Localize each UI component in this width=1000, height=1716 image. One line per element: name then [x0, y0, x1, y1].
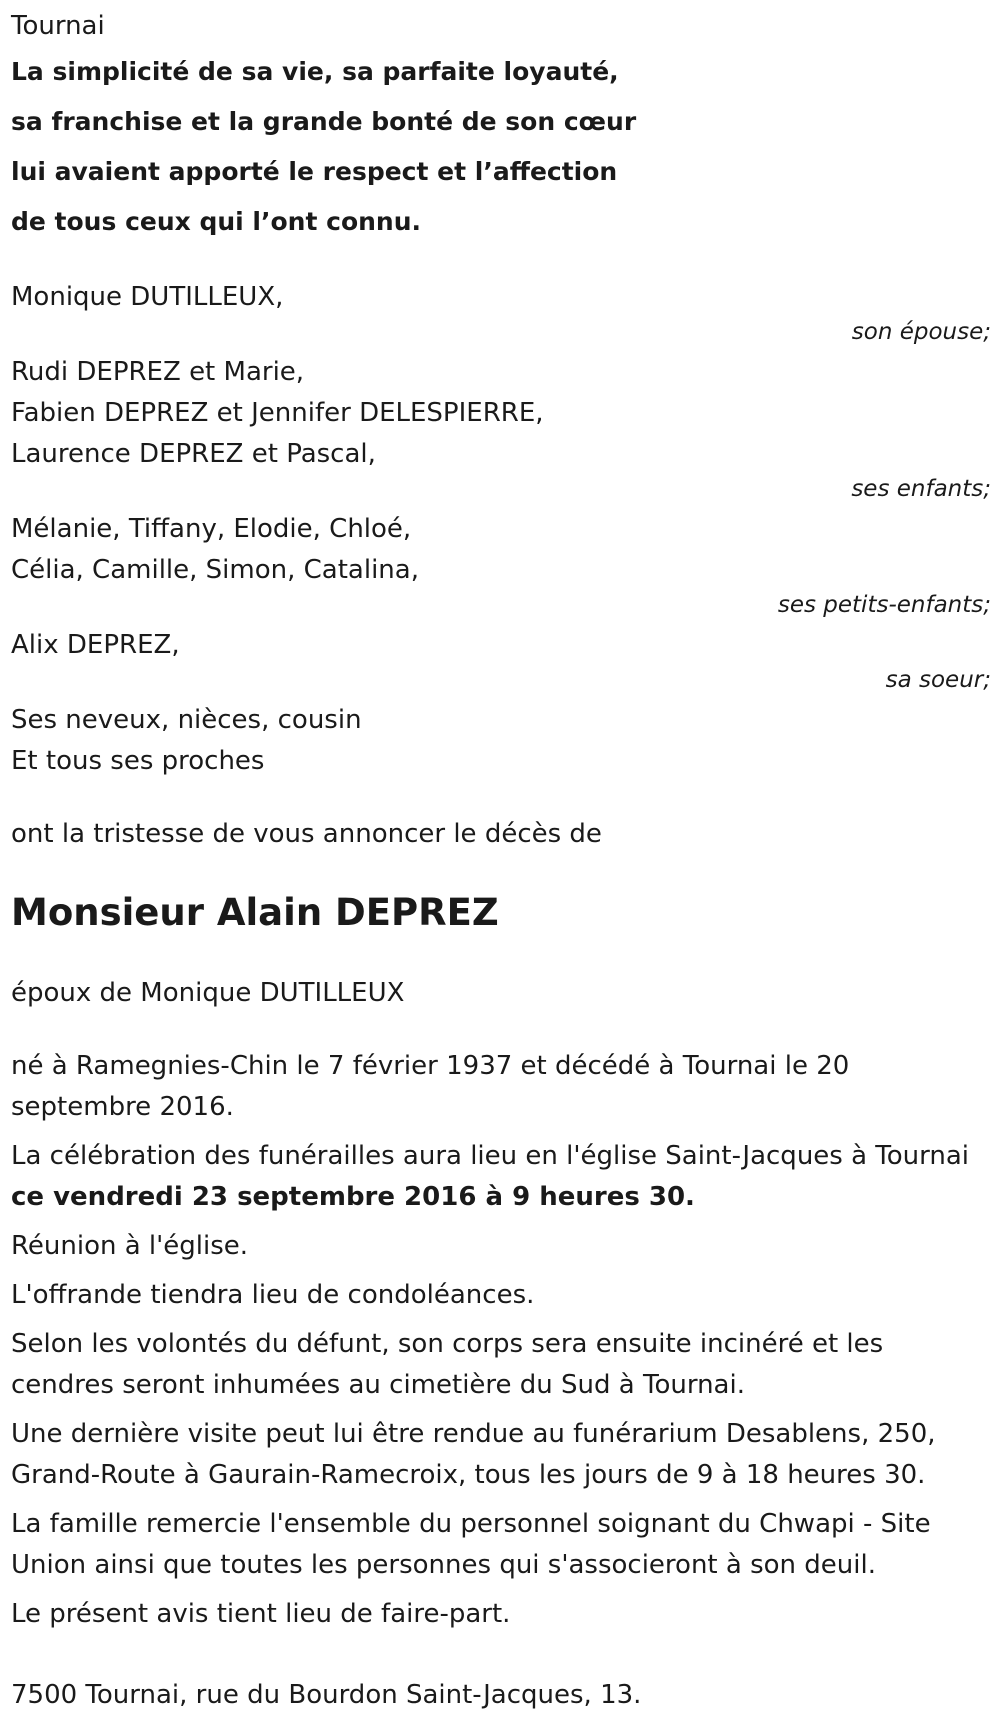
- others-line: Et tous ses proches: [11, 746, 265, 776]
- family-children: [11, 352, 991, 503]
- paragraph: La famille remercie l'ensemble du personnel soignant du Chwapi - Site Union ainsi que toutes les personnes qui s'associeront à son deuil.: [11, 1509, 931, 1580]
- paragraph: Le présent avis tient lieu de faire-part.: [11, 1599, 511, 1629]
- grandchildren-role: ses petits-enfants;: [777, 592, 991, 618]
- epitaph-line: de tous ceux qui l’ont connu.: [11, 207, 422, 236]
- deceased-name: Monsieur Alain DEPREZ: [11, 891, 499, 934]
- spouse-name: Monique DUTILLEUX,: [11, 282, 284, 312]
- obituary-notice: [11, 6, 991, 1716]
- paragraph: L'offrande tiendra lieu de condoléances.: [11, 1280, 535, 1310]
- paragraph: Selon les volontés du défunt, son corps sera ensuite incinéré et les cendres seront inhumées au cimetière du Sud à Tournai.: [11, 1329, 884, 1400]
- spouse-of: époux de Monique DUTILLEUX: [11, 978, 405, 1008]
- family-grandchildren: [11, 509, 991, 619]
- child-name: Fabien DEPREZ et Jennifer DELESPIERRE,: [11, 398, 544, 428]
- announcement: ont la tristesse de vous annoncer le décès de: [11, 819, 602, 849]
- epitaph-line: lui avaient apporté le respect et l’affection: [11, 157, 618, 186]
- children-role: ses enfants;: [851, 476, 991, 502]
- family-spouse: [11, 277, 991, 346]
- funeral-date: ce vendredi 23 septembre 2016 à 9 heures 30.: [11, 1182, 695, 1212]
- city-heading: Tournai: [11, 11, 105, 41]
- sister-name: Alix DEPREZ,: [11, 630, 180, 660]
- family-others: [11, 700, 991, 782]
- child-name: Rudi DEPREZ et Marie,: [11, 357, 305, 387]
- birth-death: né à Ramegnies-Chin le 7 février 1937 et décédé à Tournai le 20 septembre 2016.: [11, 1051, 850, 1122]
- sister-role: sa soeur;: [885, 667, 991, 693]
- funeral-info: [11, 1136, 986, 1218]
- grandchild-names: Célia, Camille, Simon, Catalina,: [11, 555, 419, 585]
- paragraph: Réunion à l'église.: [11, 1231, 249, 1261]
- funeral-line: La célébration des funérailles aura lieu en l'église Saint-Jacques à Tournai: [11, 1141, 970, 1171]
- child-name: Laurence DEPREZ et Pascal,: [11, 439, 376, 469]
- epitaph: [11, 47, 991, 247]
- family-sister: [11, 625, 991, 694]
- epitaph-line: sa franchise et la grande bonté de son cœur: [11, 107, 637, 136]
- grandchild-names: Mélanie, Tiffany, Elodie, Chloé,: [11, 514, 412, 544]
- others-line: Ses neveux, nièces, cousin: [11, 705, 362, 735]
- epitaph-line: La simplicité de sa vie, sa parfaite loyauté,: [11, 57, 619, 86]
- paragraph: Une dernière visite peut lui être rendue au funérarium Desablens, 250, Grand-Route à Gaurain-Ramecroix, tous les jours de 9 à 18 heures 30.: [11, 1419, 936, 1490]
- spouse-role: son épouse;: [851, 319, 991, 345]
- address: 7500 Tournai, rue du Bourdon Saint-Jacques, 13.: [11, 1680, 642, 1710]
